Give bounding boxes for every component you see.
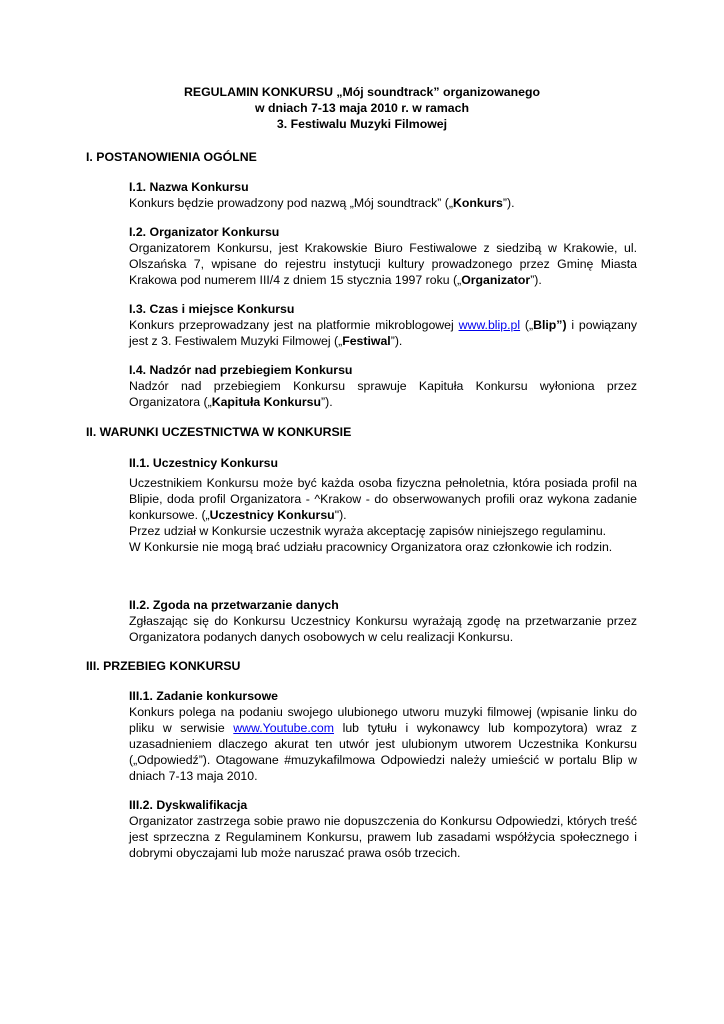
section-2-1-text-2: Przez udział w Konkursie uczestnik wyraża akceptację zapisów niniejszego regulaminu. (129, 524, 607, 538)
text-run: ”). (530, 273, 542, 287)
text-run: "). (334, 508, 347, 522)
chapter-3-heading: III. PRZEBIEG KONKURSU (86, 659, 241, 673)
section-1-4 (129, 362, 637, 410)
text-run: ”). (321, 395, 333, 409)
text-run: Konkurs będzie prowadzony pod nazwą „Mój soundtrack” („ (129, 196, 453, 210)
defined-term: Blip”) (533, 318, 567, 332)
text-run: ”). (390, 334, 403, 348)
section-3-2 (129, 797, 637, 861)
youtube-link[interactable]: www.Youtube.com (233, 721, 335, 735)
section-2-1-text (129, 475, 637, 523)
section-1-3-text (129, 317, 637, 349)
chapter-1-heading: I. POSTANOWIENIA OGÓLNE (86, 150, 257, 164)
blip-link[interactable]: www.blip.pl (458, 318, 521, 332)
section-2-2-heading: II.2. Zgoda na przetwarzanie danych (129, 598, 339, 612)
document-title (86, 84, 638, 132)
section-2-1-heading: II.1. Uczestnicy Konkursu (129, 456, 278, 470)
section-3-1-text (129, 704, 637, 784)
section-2-2-text: Zgłaszając się do Konkursu Uczestnicy Konkursu wyrażają zgodę na przetwarzanie przez Organizatora podanych danych osobowych w celu realizacji Konkursu. (129, 614, 637, 644)
chapter-2-heading: II. WARUNKI UCZESTNICTWA W KONKURSIE (86, 425, 352, 439)
section-2-2 (129, 597, 637, 645)
section-2-1-text-3: W Konkursie nie mogą brać udziału pracownicy Organizatora oraz członkowie ich rodzin. (129, 540, 613, 554)
defined-term: Festiwal (342, 334, 391, 348)
section-1-1-heading: I.1. Nazwa Konkursu (129, 180, 249, 194)
section-3-1 (129, 688, 637, 784)
section-1-4-text (129, 378, 637, 410)
section-1-1 (129, 179, 637, 211)
section-1-1-text (129, 195, 637, 211)
defined-term: Uczestnicy Konkursu (209, 508, 335, 522)
section-1-3-heading: I.3. Czas i miejsce Konkursu (129, 302, 295, 316)
section-1-4-heading: I.4. Nadzór nad przebiegiem Konkursu (129, 363, 353, 377)
text-run: Uczestnikiem Konkursu może być każda osoba fizyczna pełnoletnia, która posiada profil na Blipie, doda profil Organizatora - ^Krakow - do obserwowanych profili oraz wykona zadanie konkursowe. („ (129, 476, 637, 522)
text-run: lub tytułu i wykonawcy lub kompozytora) wraz z uzasadnieniem dlaczego akurat ten utwór jest ulubionym utworem Uczestnika Konkursu („Odpowiedź”). Otagowane #muzykafilmowa Odpowiedzi należy umieścić w portalu Blip w dniach 7-13 maja 2010. (129, 721, 637, 783)
title-line-1: REGULAMIN KONKURSU „Mój soundtrack” organizowanego (184, 85, 540, 99)
defined-term: Organizator (461, 273, 531, 287)
text-run: Konkurs przeprowadzany jest na platformie mikroblogowej (129, 318, 459, 332)
section-3-2-heading: III.2. Dyskwalifikacja (129, 798, 248, 812)
text-run: ”). (502, 196, 515, 210)
title-line-2: w dniach 7-13 maja 2010 r. w ramach (255, 101, 469, 115)
section-1-3 (129, 301, 637, 349)
section-2-1 (129, 455, 637, 555)
text-run: Organizatorem Konkursu, jest Krakowskie Biuro Festiwalowe z siedzibą w Krakowie, ul. Olszańska 7, wpisane do rejestru instytucji kultury prowadzonego przez Gminę Miasta Krakowa pod numerem III/4 z dniem 15 stycznia 1997 roku („ (129, 241, 637, 287)
title-line-3: 3. Festiwalu Muzyki Filmowej (276, 117, 448, 131)
defined-term: Kapituła Konkursu (211, 395, 322, 409)
text-run: Nadzór nad przebiegiem Konkursu sprawuje Kapituła Konkursu wyłoniona przez Organizatora („ (129, 379, 637, 409)
text-run: i powiązany jest z 3. Festiwalem Muzyki Filmowej („ (129, 318, 637, 348)
section-3-1-heading: III.1. Zadanie konkursowe (129, 689, 278, 703)
text-run: Konkurs polega na podaniu swojego ulubionego utworu muzyki filmowej (wpisanie linku do pliku w serwisie (129, 705, 637, 735)
section-1-2 (129, 224, 637, 288)
defined-term: Konkurs (452, 196, 503, 210)
section-1-2-text (129, 240, 637, 288)
section-3-2-text: Organizator zastrzega sobie prawo nie dopuszczenia do Konkursu Odpowiedzi, których treść jest sprzeczna z Regulaminem Konkursu, prawem lub zasadami współżycia społecznego i dobrymi obyczajami lub może naruszać prawa osób trzecich. (129, 814, 637, 860)
text-run: („ (520, 318, 534, 332)
section-1-2-heading: I.2. Organizator Konkursu (129, 225, 280, 239)
